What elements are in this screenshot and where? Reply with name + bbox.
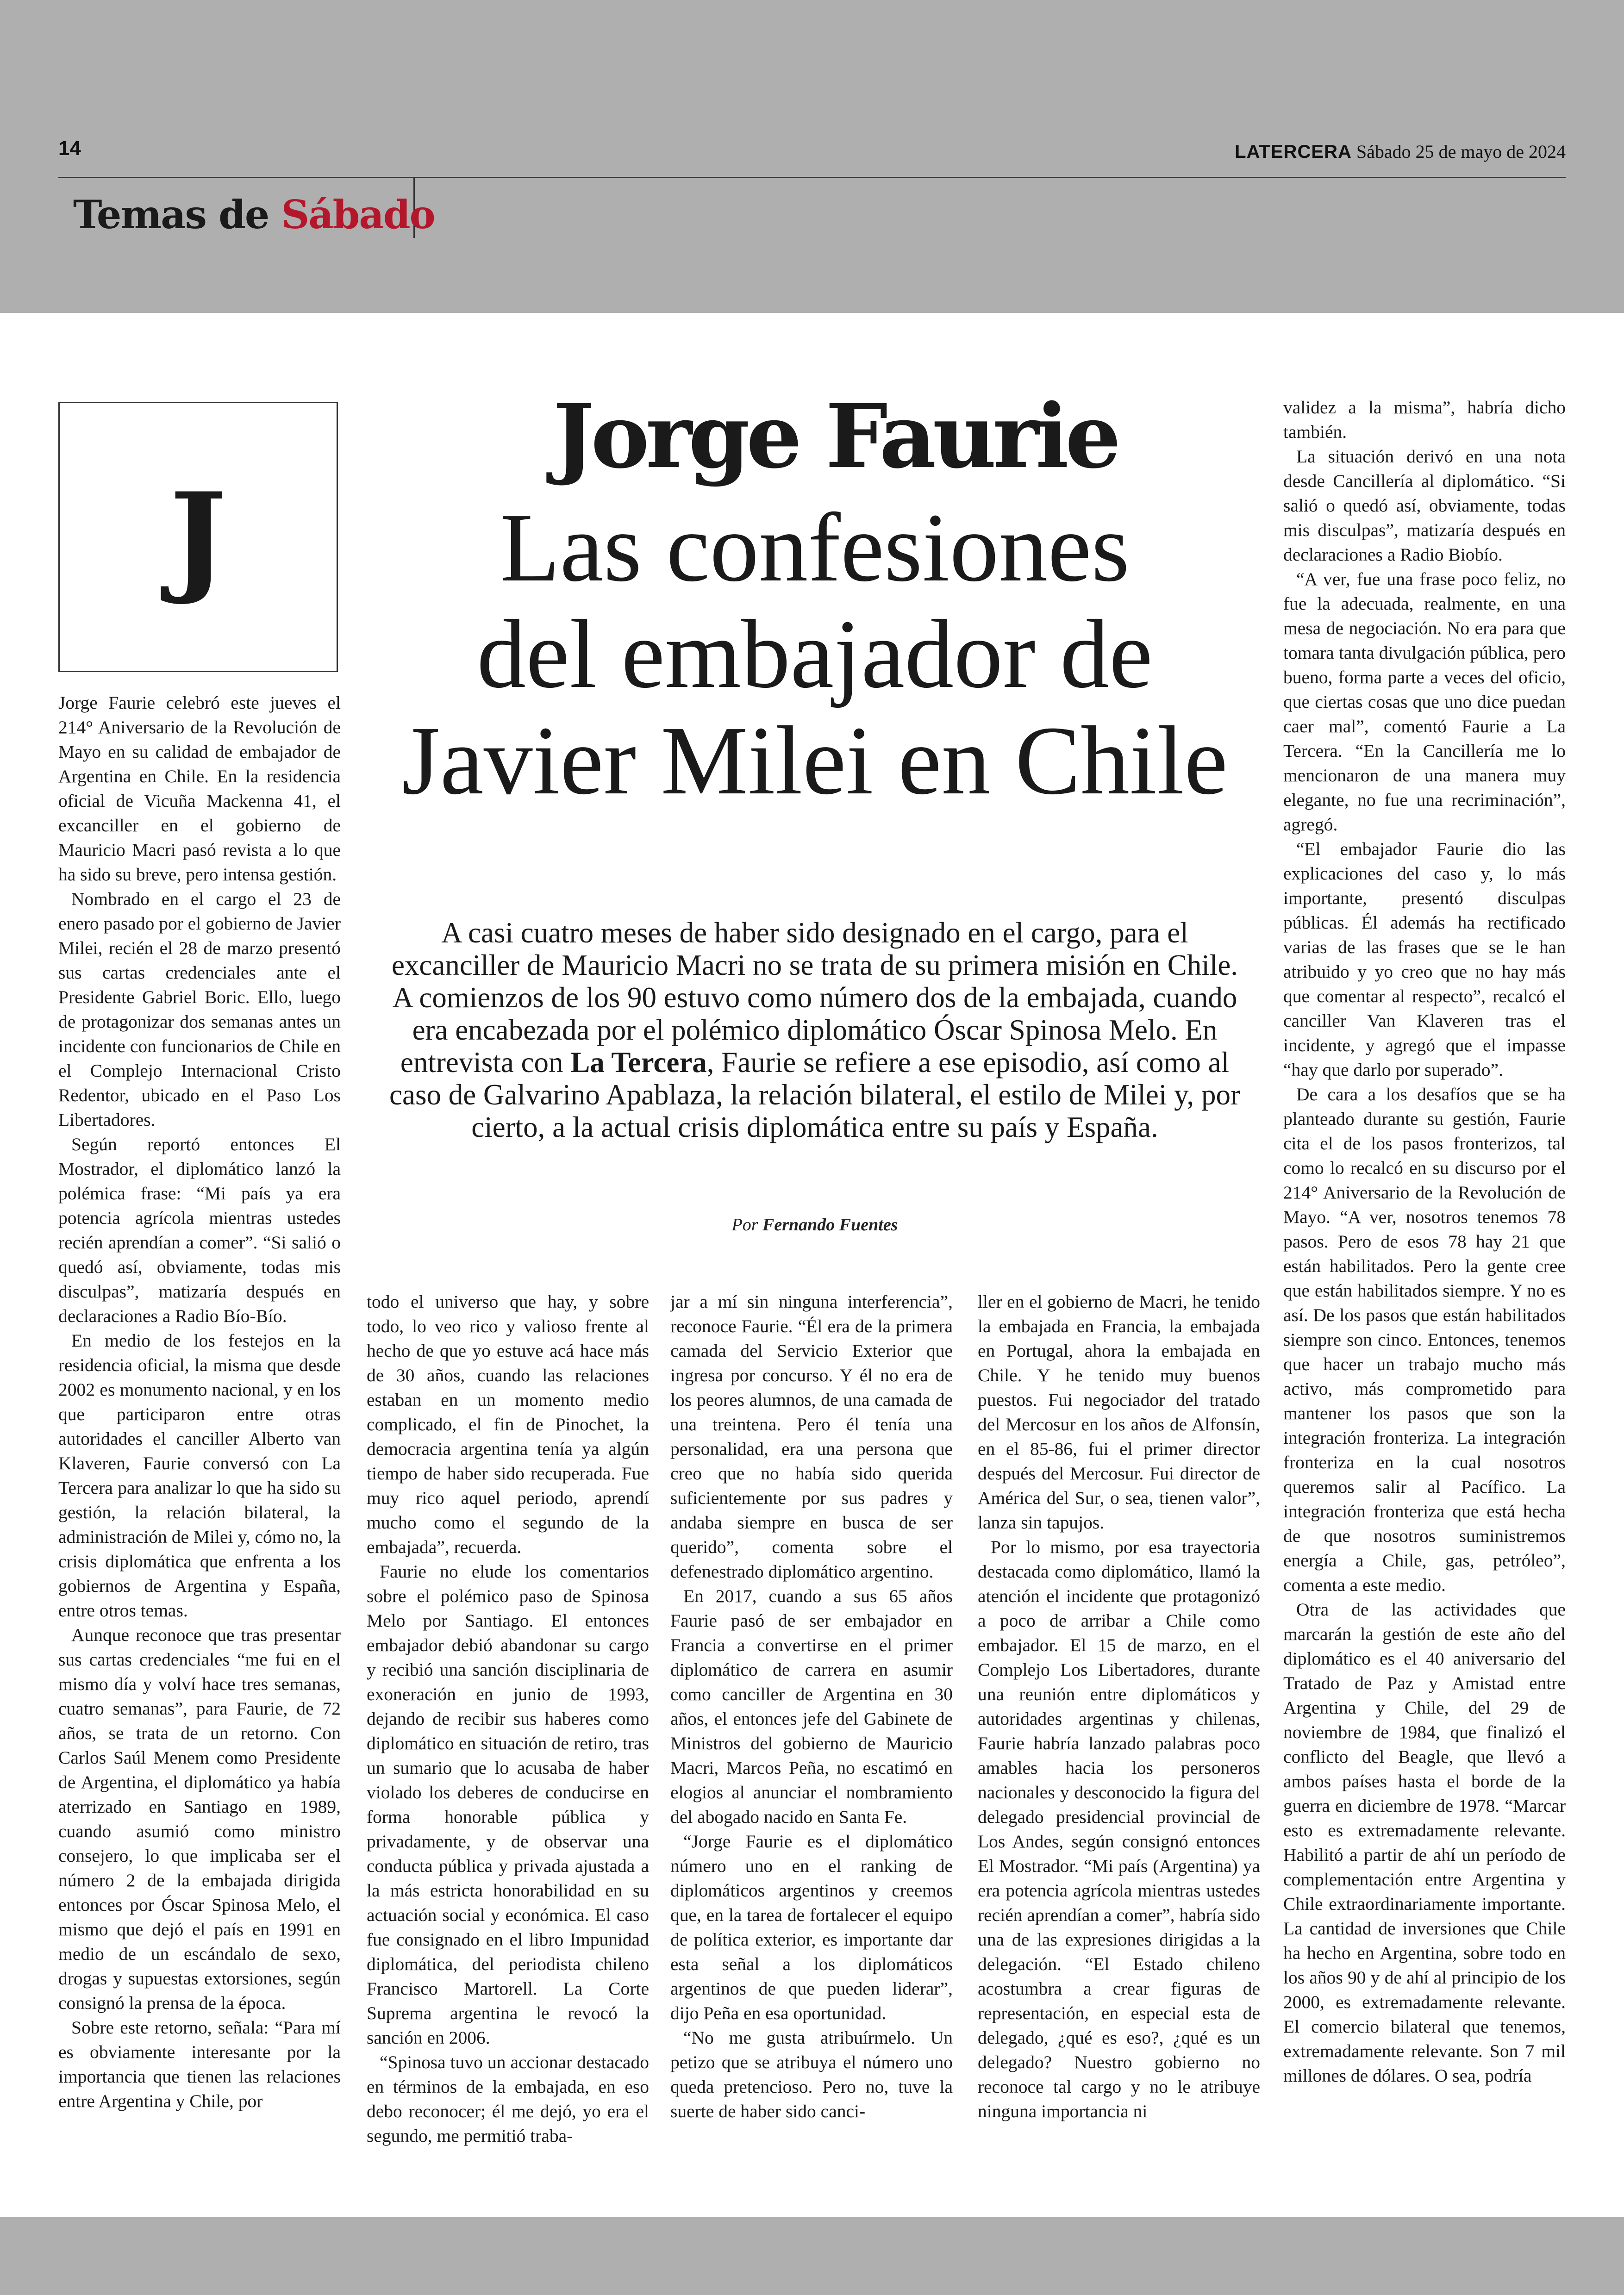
section-tag [73, 192, 435, 237]
interviewee-name: Jorge Faurie [553, 385, 1118, 488]
paragraph: Por lo mismo, por esa trayectoria destacada como diplomático, llamó la atención el incidente que protagonizó a poco de arribar a Chile como embajador. El 15 de marzo, en el Complejo Los Libertadores, durante una reunión entre diplomáticos y autoridades argentinas y chilenas, Faurie habría lanzado palabras poco amables hacia los personeros nacionales y desconocido la figura del delegado presidencial provincial de Los Andes, según consignó entonces El Mostrador. “Mi país (Argentina) ya era potencia agrícola mientras ustedes recién aprendían a comer”, habría sido una de las expresiones dirigidas a la delegación. “El Estado chileno acostumbra a crear figuras de representación, en especial esta de delegado, ¿qué es eso?, ¿qué es un delegado? Nuestro gobierno no reconoce tal cargo y no le atribuye ninguna importancia ni [978, 1537, 1260, 2121]
section-tag-main: Temas de [73, 192, 269, 237]
paragraph: Aunque reconoce que tras presentar sus cartas credenciales “me fui en el mismo día y volví hace tres semanas, cuatro semanas”, para Faurie, de 72 años, se trata de un retorno. Con Carlos Saúl Menem como Presidente de Argentina, el diplomático ya había aterrizado en Santiago en 1989, cuando asumió como ministro consejero, lo que implicaba ser el número 2 de la embajada dirigida entonces por Óscar Spinosa Melo, el mismo que dejó el país en 1991 en medio de un escándalo de sexo, drogas y supuestas extorsiones, según consignó la prensa de la época. [58, 1625, 341, 2013]
paragraph: “Spinosa tuvo un accionar destacado en términos de la embajada, en eso debo reconocer; él me dejó, yo era el segundo, me permitió traba- [367, 2052, 649, 2146]
paragraph: Faurie no elude los comentarios sobre el polémico paso de Spinosa Melo por Santiago. El entonces embajador debió abandonar su cargo y recibió una sanción disciplinaria de exoneración en junio de 1993, dejando de recibir sus haberes como diplomático en situación de retiro, tras un sumario que lo acusaba de haber violado los deberes de conducirse en forma honorable pública y privadamente, y de observar una conducta pública y privada ajustada a la más estricta honorabilidad en su actuación social y económica. El caso fue consignado en el libro Impunidad diplomática, del periodista chileno Francisco Martorell. La Corte Suprema argentina le revocó la sanción en 2006. [367, 1561, 649, 2048]
masthead [1235, 141, 1566, 162]
paragraph: De cara a los desafíos que se ha planteado durante su gestión, Faurie cita el de los pasos fronterizos, tal como lo recalcó en su discurso por el 214° Aniversario de la Revolución de Mayo. “A ver, nosotros tenemos 78 pasos. Pero de esos 78 hay 21 que están habilitados. Pero la gente cree que están habilitados siempre. Y no es así. De los pasos que están habilitados siempre son cinco. Entonces, tenemos que hacer un trabajo mucho más activo, más comprometido para mantener los pasos que son la integración fronteriza. La integración fronteriza en la cual nosotros queremos salir al Pacífico. La integración fronteriza que está hecha de que nosotros suministremos energía a Chile, gas, petróleo”, comenta a este medio. [1283, 1084, 1566, 1595]
byline [352, 1215, 1278, 1235]
newspaper-brand: LATERCERA [1235, 142, 1352, 162]
text-column-1 [58, 691, 341, 2167]
paragraph: Según reportó entonces El Mostrador, el diplomático lanzó la polémica frase: “Mi país ya era potencia agrícola mientras ustedes recién aprendían a comer”. “Si salió o quedó así, obviamente, todas mis disculpas”, matizaría después en declaraciones a Radio Bío-Bío. [58, 1134, 341, 1326]
page-number: 14 [58, 137, 81, 160]
header-rule [58, 177, 1566, 178]
text-column-5 [1283, 395, 1566, 2167]
article-deck [384, 917, 1245, 1143]
paragraph: “El embajador Faurie dio las explicaciones del caso y, lo más importante, presentó disculpas públicas. Él además ha rectificado varias de las frases que se le han atribuido y yo creo que no hay más que comentar al respecto”, recalcó el canciller Van Klaveren tras el incidente, y agregó que el impasse “hay que darlo por superado”. [1283, 839, 1566, 1080]
deck-brand: La Tercera [570, 1046, 707, 1079]
text-column-3 [670, 1290, 953, 2167]
article-title [352, 494, 1278, 814]
paragraph: Otra de las actividades que marcarán la gestión de este año del diplomático es el 40 aniversario del Tratado de Paz y Amistad entre Argentina y Chile, del 29 de noviembre de 1984, que finalizó el conflicto del Beagle, que llevó a ambos países hasta el borde de la guerra en diciembre de 1978. “Marcar esto es extremadamente relevante. Habilitó a partir de ahí un período de complementación entre Argentina y Chile extraordinariamente importante. La cantidad de inversiones que Chile ha hecho en Argentina, sobre todo en los años 90 y de ahí al principio de los 2000, es extremadamente relevante. El comercio bilateral que tenemos, extremadamente relevante. Son 7 mil millones de dólares. O sea, podría [1283, 1599, 1566, 2086]
text-column-4 [978, 1290, 1260, 2167]
issue-date: Sábado 25 de mayo de 2024 [1356, 141, 1566, 162]
paragraph: La situación derivó en una nota desde Cancillería al diplomático. “Si salió o quedó así, obviamente, todas mis disculpas”, matizaría después en declaraciones a Radio Biobío. [1283, 446, 1566, 565]
paragraph: “Jorge Faurie es el diplomático número uno en el ranking de diplomáticos argentinos y creemos que, en la tarea de fortalecer el equipo de política exterior, es importante dar esta señal a los diplomáticos argentinos de que pueden liderar”, dijo Peña en esa oportunidad. [670, 1831, 953, 2023]
paragraph: “A ver, fue una frase poco feliz, no fue la adecuada, realmente, en una mesa de negociación. No era para que tomara tanta divulgación pública, pero bueno, forma parte a veces del oficio, que ciertas cosas que uno dice puedan caer mal”, comentó Faurie a La Tercera. “En la Cancillería me lo mencionaron de una manera muy elegante, no fue una recriminación”, agregó. [1283, 569, 1566, 835]
text-column-2 [367, 1290, 649, 2167]
initial-letter: J [169, 466, 227, 608]
paragraph: jar a mí sin ninguna interferencia”, reconoce Faurie. “Él era de la primera camada del Servicio Exterior que ingresa por concurso. Y él no era de los peores alumnos, de una camada de una treintena. Pero él tenía una personalidad, era una persona que creo que no había sido querida suficientemente por sus padres y andaba siempre en busca de ser querido”, comenta sobre el defenestrado diplomático argentino. [670, 1291, 953, 1582]
paragraph: Sobre este retorno, señala: “Para mí es obviamente interesante por la importancia que tienen las relaciones entre Argentina y Chile, por [58, 2017, 341, 2111]
title-line: Javier Milei en Chile [402, 706, 1228, 815]
paragraph: En medio de los festejos en la residencia oficial, la misma que desde 2002 es monumento nacional, y en los que participaron entre otras autoridades el canciller Alberto van Klaveren, Faurie conversó con La Tercera para analizar lo que ha sido su gestión, la relación bilateral, la administración de Milei y, cómo no, la crisis diplomática que enfrenta a los gobiernos de Argentina y España, entre otros temas. [58, 1330, 341, 1621]
paragraph: Nombrado en el cargo el 23 de enero pasado por el gobierno de Javier Milei, recién el 28 de marzo presentó sus cartas credenciales ante el Presidente Gabriel Boric. Ello, luego de protagonizar dos semanas antes un incidente con funcionarios de Chile en el Complejo Internacional Cristo Redentor, ubicado en el Paso Los Libertadores. [58, 889, 341, 1130]
paragraph: ller en el gobierno de Macri, he tenido la embajada en Francia, la embajada en Portugal, ahora la embajada en Chile. Y he tenido muy buenos puestos. Fui negociador del tratado del Mercosur en los años de Alfonsín, en el 85-86, fui el primer director después del Mercosur. Fui director de América del Sur, o sea, tienen valor”, lanza sin tapujos. [978, 1291, 1260, 1533]
section-tag-accent: Sábado [281, 192, 435, 237]
footer-band [0, 2217, 1624, 2295]
paragraph: “No me gusta atribuírmelo. Un petizo que se atribuya el número uno queda pretencioso. Pero no, tuve la suerte de haber sido canci- [670, 2027, 953, 2121]
byline-prefix: Por [731, 1215, 758, 1235]
deck-text: , Faurie se refiere a ese episodio, así como al caso de Galvarino Apablaza, la relación bilateral, el estilo de Milei y, por cierto, a la actual crisis diplomática entre su país y España. [389, 1046, 1240, 1143]
paragraph: todo el universo que hay, y sobre todo, lo veo rico y valioso frente al hecho de que yo estuve acá hace más de 30 años, cuando las relaciones estaban en un momento medio complicado, el fin de Pinochet, la democracia argentina tenía ya algún tiempo de haber sido recuperada. Fue muy rico aquel periodo, aprendí mucho como el segundo de la embajada”, recuerda. [367, 1291, 649, 1557]
deck-text: A casi cuatro meses de haber sido designado en el cargo, para el excanciller de Mauricio Macri no se trata de su primera misión en Chile. A comienzos de los 90 estuvo como número dos de la embajada, cuando era encabezada por el polémico diplomático Óscar Spinosa Melo. En entrevista con [391, 917, 1238, 1079]
paragraph: validez a la misma”, habría dicho también. [1283, 397, 1566, 442]
paragraph: Jorge Faurie celebró este jueves el 214° Aniversario de la Revolución de Mayo en su calidad de embajador de Argentina en Chile. En la residencia oficial de Vicuña Mackenna 41, el excanciller en el gobierno de Mauricio Macri pasó revista a lo que ha sido su breve, pero intensa gestión. [58, 692, 341, 885]
title-line: Las confesiones [500, 493, 1130, 602]
title-line: del embajador de [477, 599, 1153, 708]
paragraph: En 2017, cuando a sus 65 años Faurie pasó de ser embajador en Francia a convertirse en el primer diplomático de carrera en asumir como canciller de Argentina en 30 años, el entonces jefe del Gabinete de Ministros del gobierno de Mauricio Macri, Marcos Peña, no escatimó en elogios al anunciar el nombramiento del abogado nacido en Santa Fe. [670, 1586, 953, 1827]
byline-author: Fernando Fuentes [762, 1215, 898, 1235]
